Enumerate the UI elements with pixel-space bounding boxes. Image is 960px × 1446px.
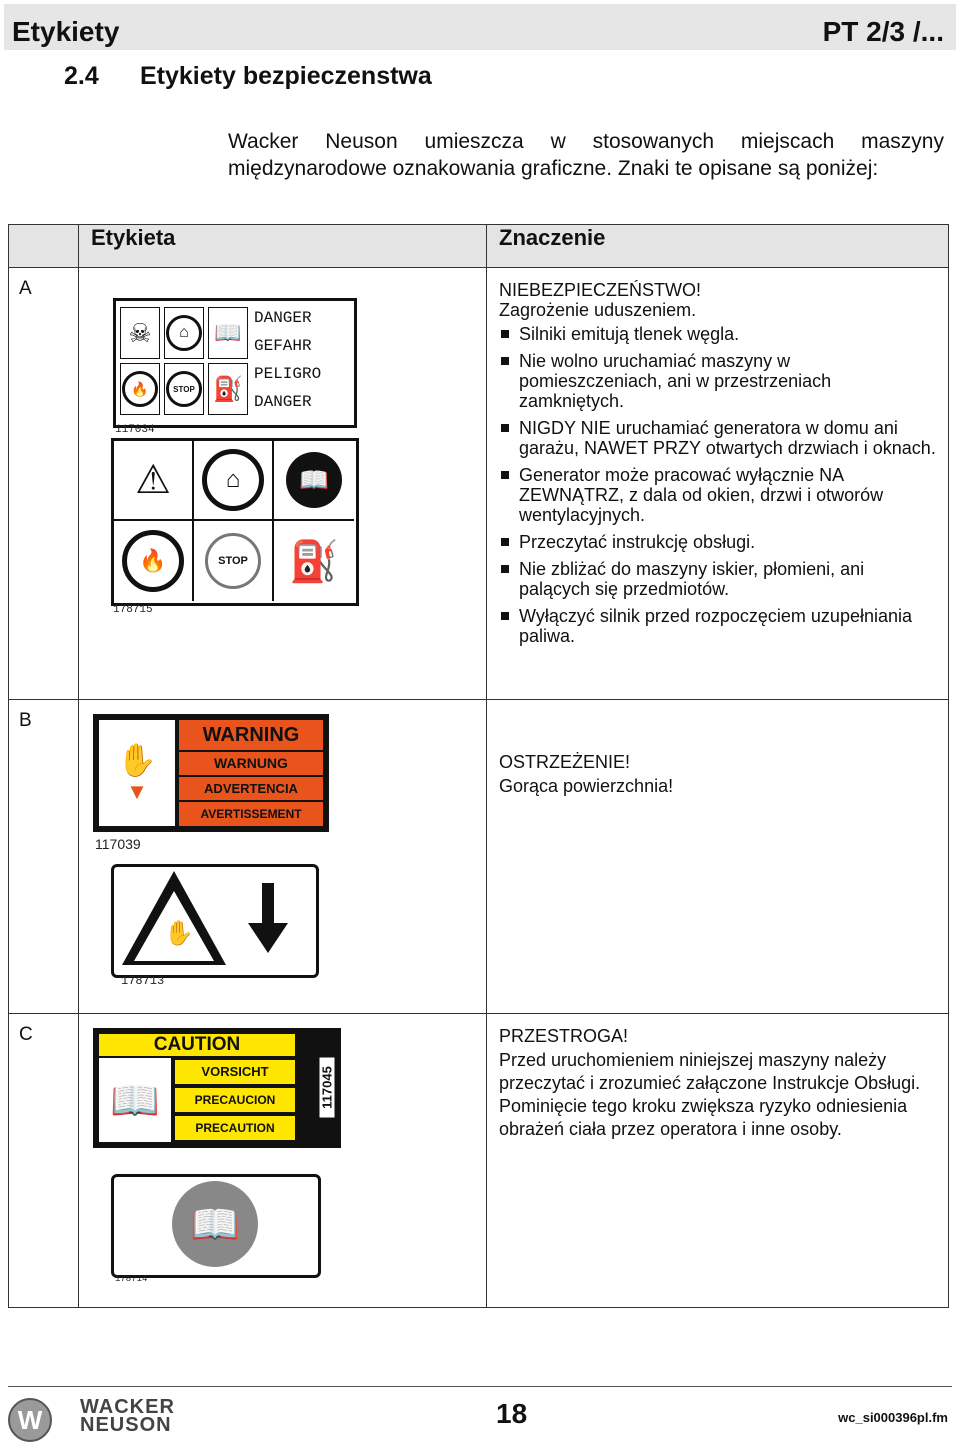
decal-code: 117039: [95, 836, 141, 852]
warning-word-1: WARNING: [179, 720, 323, 750]
decal-code: 178714: [115, 1274, 148, 1284]
warning-word-4: AVERTISSEMENT: [179, 802, 323, 826]
brand-logo: [80, 1398, 175, 1434]
no-open-flame-icon: 🔥: [114, 521, 194, 601]
row-letter: C: [9, 1014, 79, 1308]
hot-surface-pictogram: [111, 864, 319, 978]
caution-decal: [93, 1028, 341, 1148]
list-item: Nie wolno uruchamiać maszyny w pomieszczeniach, ani w przestrzeniach zamkniętych.: [499, 351, 938, 411]
manual-pictogram: [111, 1174, 321, 1278]
intro-paragraph: Wacker Neuson umieszcza w stosowanych miejscach maszyny międzynarodowe oznakowania graficzne. Znaki te opisane są poniżej:: [228, 130, 944, 180]
logo-line-1: WACKER: [80, 1396, 175, 1418]
caution-word-1: CAUTION: [99, 1034, 295, 1056]
list-item: Silniki emitują tlenek węgla.: [499, 324, 938, 344]
list-item: Generator może pracować wyłącznie NA ZEWNĄTRZ, z dala od okien, drzwi i otworów wentylacyjnych.: [499, 465, 938, 525]
row-letter: B: [9, 700, 79, 1014]
labels-table: [8, 224, 949, 1308]
down-arrow-icon: [262, 883, 274, 923]
list-item: Przeczytać instrukcję obsługi.: [499, 532, 938, 552]
decal-code: 117034: [115, 424, 155, 436]
section-number: 2.4: [64, 62, 99, 90]
no-indoor-use-icon: ⌂: [164, 307, 204, 359]
table-row-c: [9, 1014, 949, 1308]
header-bar: [4, 4, 956, 50]
danger-word-3: PELIGRO: [254, 365, 322, 383]
danger-word-2: GEFAHR: [254, 337, 312, 355]
header-cell-blank: [9, 225, 79, 268]
header-meaning-column: Znaczenie: [487, 225, 949, 268]
danger-word-4: DANGER: [254, 393, 312, 411]
header-label-column: Etykieta: [79, 225, 487, 268]
header-doc-ref: PT 2/3 /...: [822, 16, 944, 47]
no-flame-icon: 🔥: [120, 363, 160, 415]
list-item: NIGDY NIE uruchamiać generatora w domu ani garażu, NAWET PRZY otwartych drzwiach i oknach.: [499, 418, 938, 458]
asphyxiation-warning-icon: ⚠: [114, 441, 194, 521]
asphyxiation-icon: ☠: [120, 307, 160, 359]
meaning-title: NIEBEZPIECZEŃSTWO!: [499, 280, 702, 300]
meaning-cell: [487, 1014, 949, 1308]
read-manual-icon: 📖: [99, 1058, 171, 1142]
row-letter: A: [9, 268, 79, 700]
down-arrow-head: [248, 923, 288, 953]
decal-code-vertical: 117045: [320, 1058, 335, 1118]
table-row-a: [9, 268, 949, 700]
label-image-cell: [79, 1014, 487, 1308]
danger-decal: [113, 298, 357, 428]
caution-word-4: PRECAUTION: [175, 1116, 295, 1140]
logo-line-2: NEUSON: [80, 1414, 172, 1436]
table-row-b: [9, 700, 949, 1014]
caution-word-3: PRECAUCION: [175, 1088, 295, 1112]
refuel-warning-icon: ⛽: [289, 539, 339, 584]
wacker-logo-icon: W: [8, 1398, 52, 1442]
read-manual-icon: 📖: [274, 441, 354, 521]
stop-engine-icon: STOP: [194, 521, 274, 601]
stop-engine-icon: STOP: [164, 363, 204, 415]
no-indoor-operation-icon: ⌂: [194, 441, 274, 521]
list-item: Wyłączyć silnik przed rozpoczęciem uzupełniania paliwa.: [499, 606, 938, 646]
decal-code: 178713: [121, 974, 165, 988]
table-header-row: [9, 225, 949, 268]
meaning-bullet-list: [499, 324, 938, 646]
warning-word-3: ADVERTENCIA: [179, 777, 323, 800]
meaning-title: OSTRZEŻENIE!: [499, 752, 631, 772]
meaning-subtitle: Zagrożenie uduszeniem.: [499, 300, 697, 320]
header-title: Etykiety: [12, 16, 120, 47]
hot-surface-icon: ✋ ▼: [99, 720, 175, 826]
footer-divider: [8, 1386, 952, 1387]
decal-code: 178715: [113, 604, 153, 616]
section-title: Etykiety bezpieczenstwa: [140, 62, 432, 90]
warning-decal: [93, 714, 329, 832]
page-number: 18: [496, 1398, 528, 1429]
hand-icon: ✋: [164, 920, 194, 947]
footer-doc-name: wc_si000396pl.fm: [838, 1410, 948, 1425]
read-manual-icon: 📖: [208, 307, 248, 359]
meaning-cell: [487, 268, 949, 700]
meaning-cell: [487, 700, 949, 1014]
pictogram-decal: [111, 438, 359, 606]
meaning-title: PRZESTROGA!: [499, 1026, 629, 1046]
read-manual-circle-icon: 📖: [172, 1181, 258, 1267]
fuel-pump-icon: ⛽: [208, 363, 248, 415]
meaning-subtitle: Gorąca powierzchnia!: [499, 776, 674, 796]
section-heading: [64, 62, 432, 91]
label-image-cell: [79, 268, 487, 700]
caution-word-2: VORSICHT: [175, 1060, 295, 1084]
label-image-cell: [79, 700, 487, 1014]
danger-word-1: DANGER: [254, 309, 312, 327]
list-item: Nie zbliżać do maszyny iskier, płomieni, ani palących się przedmiotów.: [499, 559, 938, 599]
meaning-body: Przed uruchomieniem niniejszej maszyny należy przeczytać i zrozumieć załączone Instrukcje Obsługi. Pominięcie tego kroku zwiększa ryzyko odniesienia obrażeń ciała przez operatora i inne osoby.: [499, 1050, 921, 1139]
warning-word-2: WARNUNG: [179, 752, 323, 775]
